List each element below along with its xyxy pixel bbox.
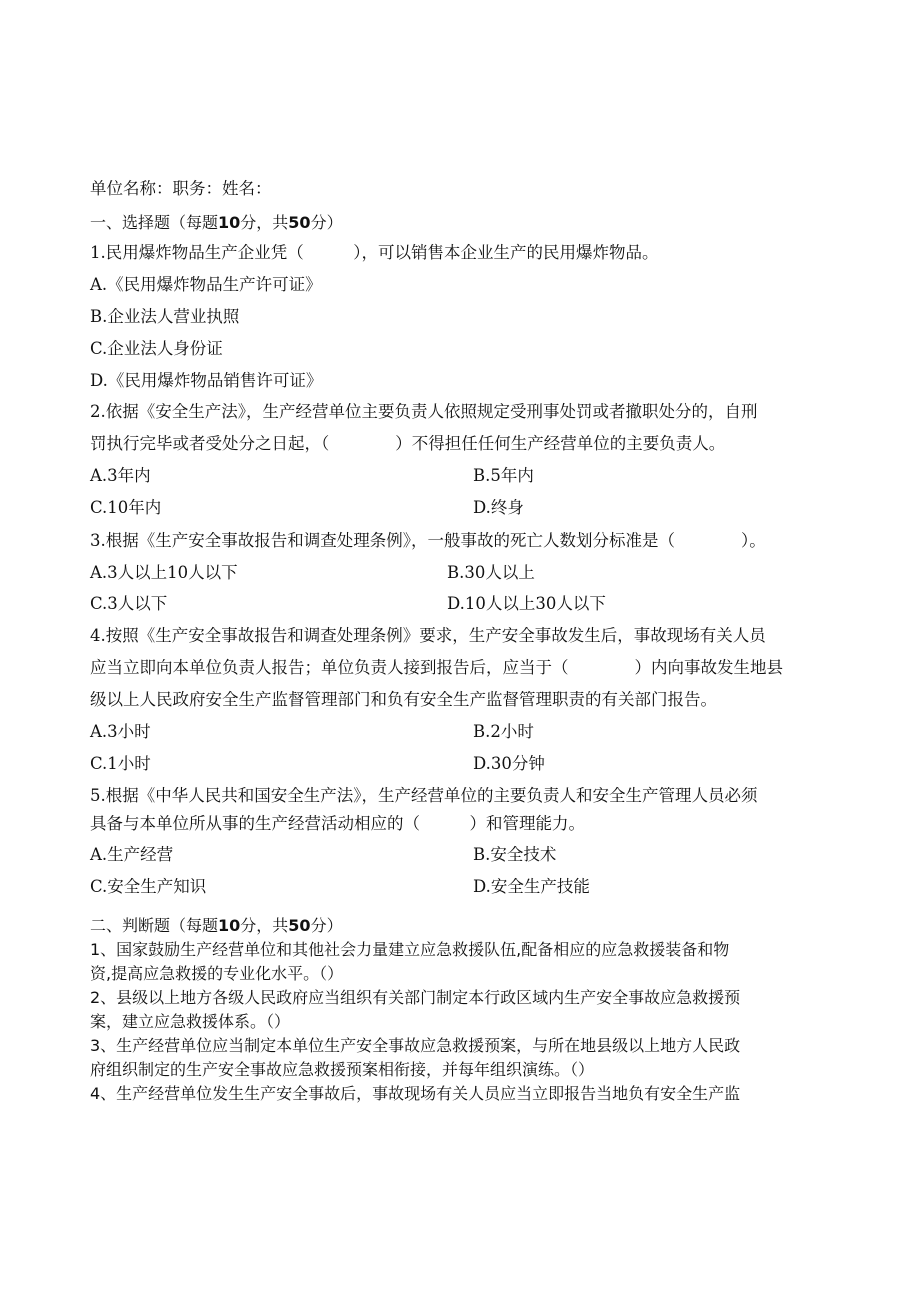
judge-3-line-2: 府组织制定的生产安全事故应急救援预案相衔接，并每年组织演练。（）: [90, 1060, 595, 1079]
question-2-option-a: A.3年内: [90, 466, 151, 485]
question-3-option-a: A.3人以上10人以下: [90, 563, 238, 582]
question-5-option-d: D.安全生产技能: [473, 877, 590, 896]
question-1-stem: 1.民用爆炸物品生产企业凭（ ），可以销售本企业生产的民用爆炸物品。: [90, 243, 659, 262]
question-4-option-a: A.3小时: [90, 722, 151, 741]
question-2-option-c: C.10年内: [90, 498, 162, 517]
question-3-option-b: B.30人以上: [447, 563, 535, 582]
question-4-option-c: C.1小时: [90, 754, 151, 773]
question-5-option-a: A.生产经营: [90, 845, 174, 864]
question-3-stem: 3.根据《生产安全事故报告和调查处理条例》，一般事故的死亡人数划分标准是（ ）。: [90, 531, 766, 550]
judge-2-line-2: 案，建立应急救援体系。（）: [90, 1012, 291, 1031]
question-4-stem-line-1: 4.按照《生产安全事故报告和调查处理条例》要求，生产安全事故发生后，事故现场有关人员: [90, 626, 766, 645]
question-4-option-d: D.30分钟: [473, 754, 545, 773]
question-2-option-d: D.终身: [473, 498, 524, 517]
judge-1-line-1: 1、国家鼓励生产经营单位和其他社会力量建立应急救援队伍,配备相应的应急救援装备和物: [90, 940, 730, 959]
judge-1-line-2: 资,提高应急救援的专业化水平。（）: [90, 964, 344, 983]
question-3-option-c: C.3人以下: [90, 594, 168, 613]
question-5-stem-line-1: 5.根据《中华人民共和国安全生产法》，生产经营单位的主要负责人和安全生产管理人员必须: [90, 786, 758, 805]
question-5-option-b: B.安全技术: [473, 845, 557, 864]
question-1-option-b: B.企业法人营业执照: [90, 307, 240, 326]
question-2-stem-line-1: 2.依据《安全生产法》，生产经营单位主要负责人依照规定受刑事处罚或者撤职处分的，自刑: [90, 402, 758, 421]
question-1-option-a: A.《民用爆炸物品生产许可证》: [90, 275, 322, 294]
question-4-option-b: B.2小时: [473, 722, 534, 741]
judge-4-line-1: 4、生产经营单位发生生产安全事故后，事故现场有关人员应当立即报告当地负有安全生产监: [90, 1084, 741, 1103]
question-1-option-c: C.企业法人身份证: [90, 339, 223, 358]
judge-3-line-1: 3、生产经营单位应当制定本单位生产安全事故应急救援预案，与所在地县级以上地方人民政: [90, 1036, 741, 1055]
header-line: 单位名称：职务：姓名：: [90, 179, 272, 198]
question-5-stem-line-2: 具备与本单位所从事的生产经营活动相应的（ ）和管理能力。: [90, 814, 585, 833]
question-2-stem-line-2: 罚执行完毕或者受处分之日起，（ ）不得担任任何生产经营单位的主要负责人。: [90, 434, 726, 453]
section-1-heading: 一、选择题（每题10分，共50分）: [90, 213, 343, 232]
question-4-stem-line-3: 级以上人民政府安全生产监督管理部门和负有安全生产监督管理职责的有关部门报告。: [90, 690, 717, 709]
section-2-heading: 二、判断题（每题10分，共50分）: [90, 916, 343, 935]
question-3-option-d: D.10人以上30人以下: [447, 594, 606, 613]
question-1-option-d: D.《民用爆炸物品销售许可证》: [90, 371, 323, 390]
question-2-option-b: B.5年内: [473, 466, 534, 485]
question-5-option-c: C.安全生产知识: [90, 877, 207, 896]
question-4-stem-line-2: 应当立即向本单位负责人报告；单位负责人接到报告后，应当于（ ）内向事故发生地县: [90, 658, 783, 677]
judge-2-line-1: 2、县级以上地方各级人民政府应当组织有关部门制定本行政区域内生产安全事故应急救援预: [90, 988, 741, 1007]
